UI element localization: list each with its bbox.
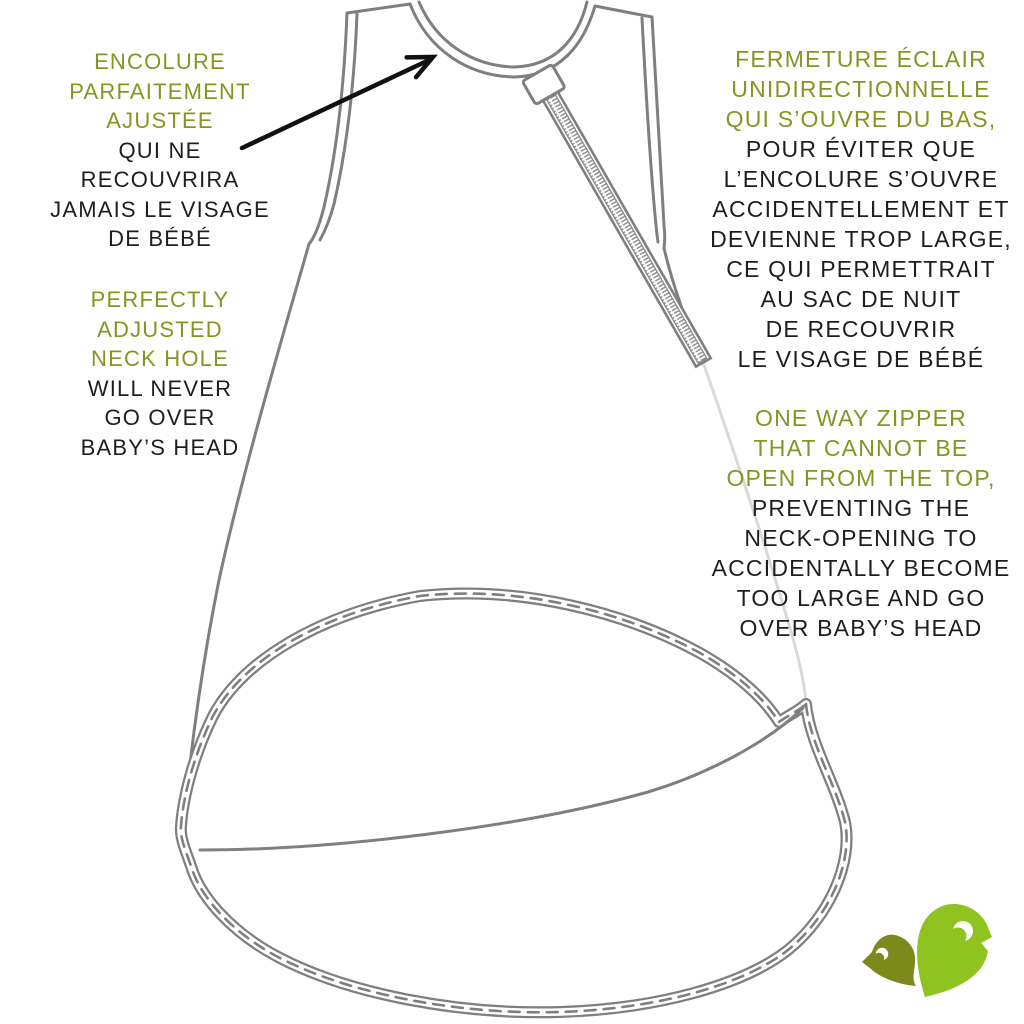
two-birds-logo — [862, 904, 992, 997]
annotation-line: PERFECTLY — [90, 287, 230, 312]
annotation-line: QUI S’OUVRE DU BAS, — [725, 106, 997, 132]
annotation-line: ACCIDENTELLEMENT ET — [712, 196, 1010, 222]
running-stitch-line — [181, 594, 847, 1013]
annotation-line: PREVENTING THE — [751, 495, 971, 521]
small-bird-icon — [862, 935, 916, 986]
annotation-line: NECK HOLE — [91, 346, 229, 371]
annotation-line: GO OVER — [104, 405, 216, 430]
annotation-line: WILL NEVER — [87, 375, 233, 401]
pouch-seam-line — [200, 708, 803, 850]
bottom-pouch-stitched-rim — [181, 594, 847, 1013]
annotation-line: UNIDIRECTIONNELLE — [731, 76, 991, 102]
annotation-line: PARFAITEMENT — [69, 78, 251, 104]
large-bird-icon — [917, 904, 992, 997]
annotation-line: TOO LARGE AND GO — [736, 585, 986, 611]
annotation-line: JAMAIS LE VISAGE — [50, 196, 270, 222]
annotation-line: L’ENCOLURE S’OUVRE — [723, 166, 999, 192]
annotation-line: AJUSTÉE — [106, 108, 214, 133]
annotation-line: THAT CANNOT BE — [753, 435, 969, 461]
annotation-line: ACCIDENTALLY BECOME — [711, 555, 1011, 581]
annotation-neck-en — [14, 285, 306, 462]
annotation-line: NECK-OPENING TO — [744, 525, 978, 551]
annotation-line: QUI NE — [118, 137, 202, 163]
annotation-line: BABY’S HEAD — [80, 434, 240, 460]
annotation-line: DE BÉBÉ — [108, 226, 212, 251]
left-strap-outline — [309, 13, 347, 244]
annotation-line: RECOUVRIRA — [80, 167, 240, 192]
annotation-neck-fr — [14, 47, 306, 254]
annotation-line: DEVIENNE TROP LARGE, — [710, 226, 1012, 252]
annotation-line: AU SAC DE NUIT — [760, 286, 962, 312]
annotation-line: OVER BABY’S HEAD — [739, 615, 983, 641]
annotation-line: OPEN FROM THE TOP, — [726, 465, 996, 491]
annotation-line: FERMETURE ÉCLAIR — [735, 46, 987, 72]
annotation-line: ONE WAY ZIPPER — [755, 405, 967, 431]
zipper-teeth — [537, 77, 707, 363]
zipper-band — [522, 64, 718, 371]
annotation-zipper-fr — [700, 44, 1022, 374]
annotation-line: POUR ÉVITER QUE — [745, 136, 977, 162]
annotation-line: ENCOLURE — [94, 49, 226, 74]
annotation-line: LE VISAGE DE BÉBÉ — [737, 346, 985, 372]
annotation-line: ADJUSTED — [97, 316, 223, 342]
annotation-line: DE RECOUVRIR — [765, 316, 957, 342]
annotation-line: CE QUI PERMETTRAIT — [726, 256, 996, 282]
annotation-zipper-en — [700, 403, 1022, 643]
